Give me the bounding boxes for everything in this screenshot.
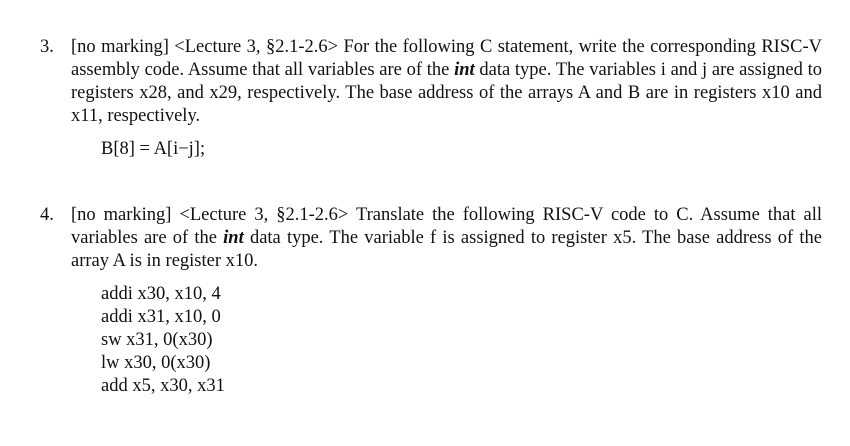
question-text-part1: [no marking] <Lecture 3, §2.1-2.6> Translate the following RISC-V code to C. Assume that all variables are of the [71, 205, 822, 248]
code-line: sw x31, 0(x30) [101, 330, 213, 350]
code-line: addi x31, x10, 0 [101, 307, 221, 327]
question-text-part2: data type. The variable f is assigned to register x5. The base address of the array A is in register x10. [71, 228, 822, 271]
question-text-part2: data type. The variables i and j are assigned to registers x28, and x29, respectively. The base address of the arrays A and B are in registers x10 and x11, respectively. [71, 60, 822, 126]
code-line: addi x30, x10, 4 [101, 284, 221, 304]
code-block [101, 283, 822, 398]
code-line: lw x30, 0(x30) [101, 353, 211, 373]
int-emphasis: int [223, 228, 244, 248]
question-number: 4. [40, 205, 54, 225]
question-text-part1: [no marking] <Lecture 3, §2.1-2.6> For the following C statement, write the corresponding RISC-V assembly code. Assume that all variables are of the [71, 37, 822, 80]
code-line: add x5, x30, x31 [101, 376, 225, 396]
question-number: 3. [40, 37, 54, 57]
question-text [71, 36, 822, 128]
question-text [71, 204, 822, 273]
code-line: B[8] = A[i−j]; [101, 139, 206, 159]
code-block [101, 138, 822, 161]
question-4 [40, 204, 822, 398]
int-emphasis: int [454, 60, 475, 80]
question-3 [40, 36, 822, 161]
